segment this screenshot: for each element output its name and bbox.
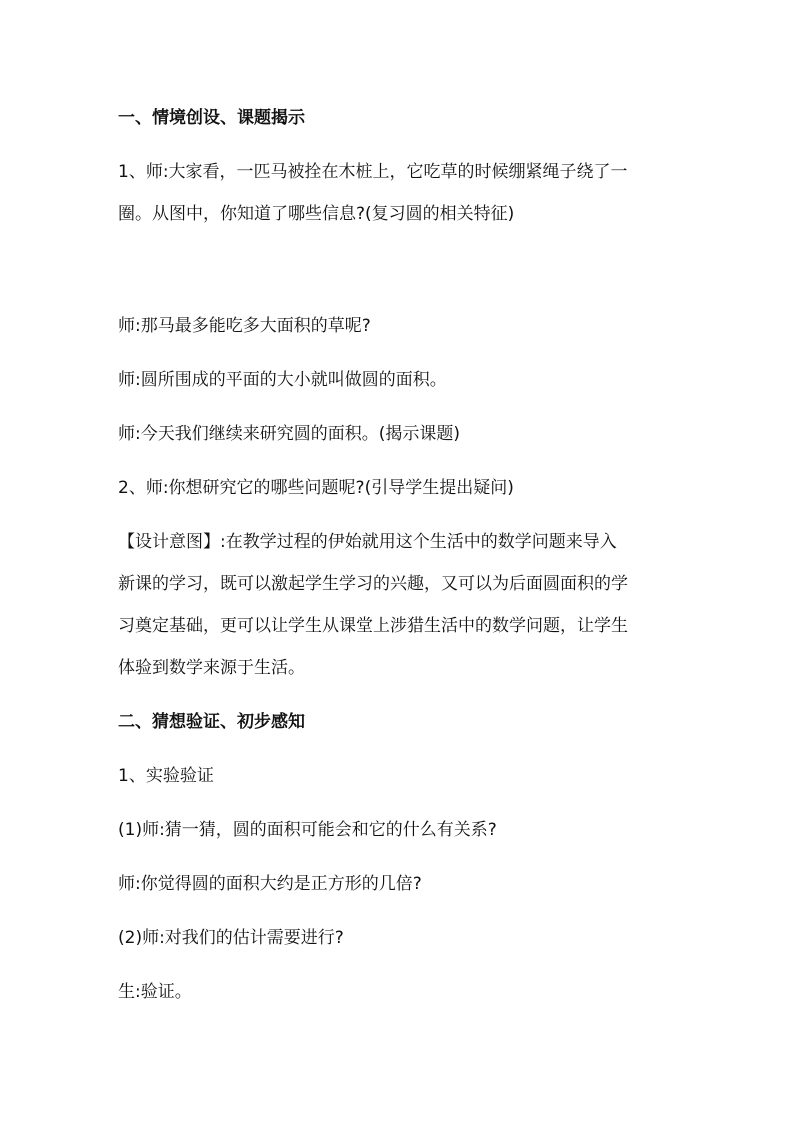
question-1: (1)师:猜一猜，圆的面积可能会和它的什么有关系? — [118, 820, 497, 840]
design-intent-line-2: 新课的学习，既可以激起学生学习的兴趣，又可以为后面圆面积的学 — [118, 574, 628, 594]
paragraph-3: 师:圆所围成的平面的大小就叫做圆的面积。 — [118, 370, 447, 390]
paragraph-5: 2、师:你想研究它的哪些问题呢?(引导学生提出疑问) — [118, 478, 514, 498]
paragraph-1-line-2: 圈。从图中，你知道了哪些信息?(复习圆的相关特征) — [118, 204, 515, 224]
design-intent-line-3: 习奠定基础，更可以让学生从课堂上涉猎生活中的数学问题，让学生 — [118, 616, 628, 636]
section1-heading: 一、情境创设、课题揭示 — [118, 108, 305, 128]
paragraph-2: 师:那马最多能吃多大面积的草呢? — [118, 316, 371, 336]
design-intent-line-4: 体验到数学来源于生活。 — [118, 658, 305, 678]
question-2: 师:你觉得圆的面积大约是正方形的几倍? — [118, 874, 422, 894]
subheading-experiment: 1、实验验证 — [118, 766, 214, 786]
question-3: (2)师:对我们的估计需要进行? — [118, 928, 344, 948]
design-intent-line-1: 【设计意图】:在教学过程的伊始就用这个生活中的数学问题来导入 — [118, 532, 617, 552]
section2-heading: 二、猜想验证、初步感知 — [118, 712, 305, 732]
answer-1: 生:验证。 — [118, 982, 192, 1002]
paragraph-4: 师:今天我们继续来研究圆的面积。(揭示课题) — [118, 424, 460, 444]
paragraph-1-line-1: 1、师:大家看，一匹马被拴在木桩上，它吃草的时候绷紧绳子绕了一 — [118, 162, 628, 182]
